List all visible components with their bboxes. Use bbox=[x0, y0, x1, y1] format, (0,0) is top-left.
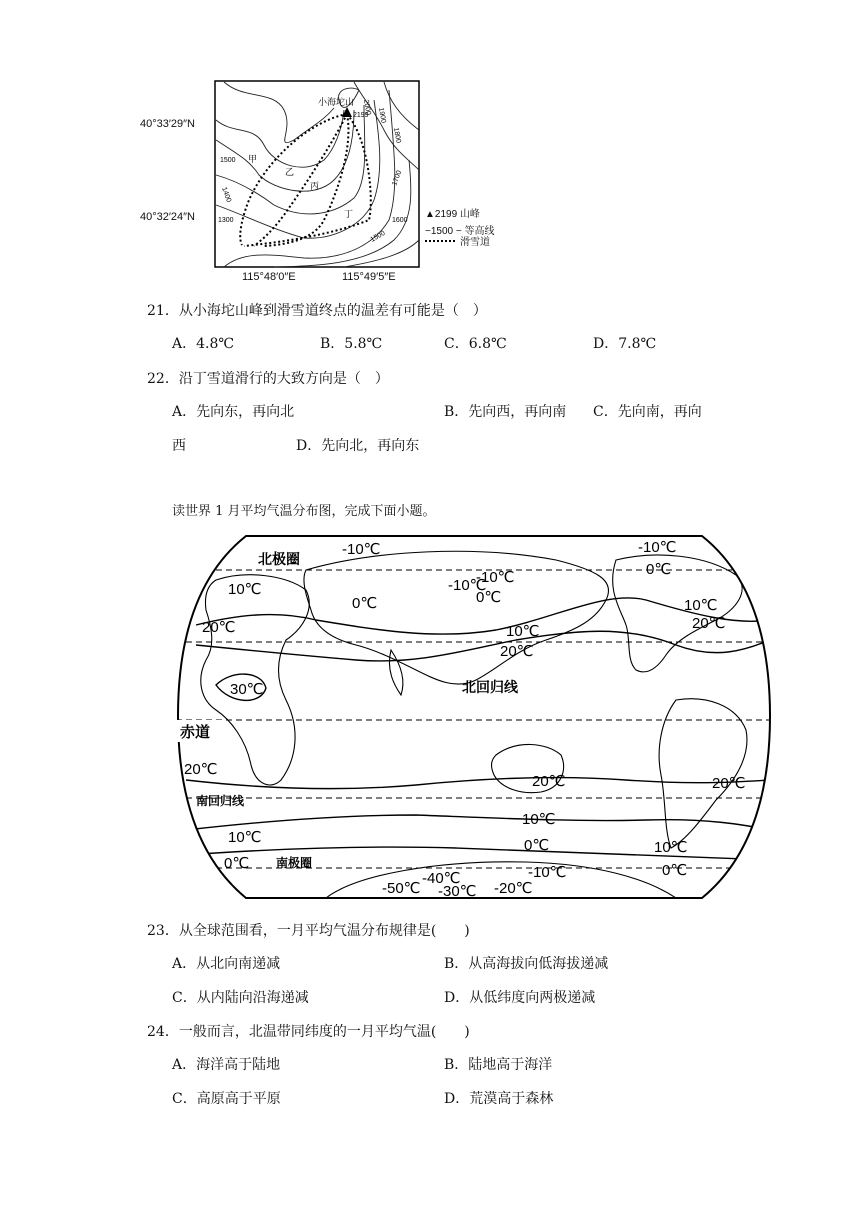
contour-label: 1800 bbox=[392, 127, 402, 144]
isotherm-label: -30℃ bbox=[438, 883, 477, 900]
isotherm-label: 0℃ bbox=[646, 561, 672, 578]
isotherm-label: 10℃ bbox=[228, 829, 262, 846]
isotherm-label: 0℃ bbox=[352, 595, 378, 612]
q22-option-d[interactable]: D．先向北，再向东 bbox=[296, 438, 420, 454]
isotherm-label: 20℃ bbox=[712, 775, 746, 792]
label-equator: 赤道 bbox=[180, 724, 211, 741]
isotherm-label: 20℃ bbox=[184, 761, 218, 778]
q22-option-a[interactable]: A．先向东，再向北 bbox=[172, 404, 295, 420]
isotherm-label: 20℃ bbox=[692, 615, 726, 632]
isotherm-label: -10℃ bbox=[448, 577, 487, 594]
contour-label: 1900 bbox=[377, 107, 387, 124]
label-tropic-capricorn: 南回归线 bbox=[196, 794, 245, 808]
peak-elevation: 2199 bbox=[353, 112, 369, 119]
q23-option-c[interactable]: C．从内陆向沿海递减 bbox=[172, 990, 309, 1006]
label-antarctic-circle: 南极圈 bbox=[276, 856, 313, 870]
longitude-right-label: 115°49′5″E bbox=[342, 271, 396, 283]
isotherm-label: 0℃ bbox=[524, 837, 550, 854]
legend-ski: 滑雪道 bbox=[460, 237, 490, 248]
q22-option-b[interactable]: B．先向西，再向南 bbox=[444, 404, 567, 420]
isotherm-label: -10℃ bbox=[638, 539, 677, 556]
section-intro: 读世界 1 月平均气温分布图，完成下面小题。 bbox=[172, 504, 436, 519]
point-bing: 丙 bbox=[310, 181, 320, 191]
q21-option-b[interactable]: B．5.8℃ bbox=[320, 336, 383, 352]
isotherm-label: 20℃ bbox=[500, 643, 534, 660]
world-temperature-map bbox=[176, 530, 772, 902]
point-yi: 乙 bbox=[285, 167, 295, 177]
q21-option-a[interactable]: A．4.8℃ bbox=[172, 336, 235, 352]
question-22-stem: 22．沿丁雪道滑行的大致方向是（ ） bbox=[147, 371, 389, 387]
longitude-left-label: 115°48′0″E bbox=[242, 271, 296, 283]
legend-contour: −1500 − 等高线 bbox=[425, 226, 495, 237]
q24-option-a[interactable]: A．海洋高于陆地 bbox=[172, 1057, 281, 1073]
isotherm-label: -10℃ bbox=[528, 864, 567, 881]
latitude-top-label: 40°33′29″N bbox=[140, 118, 196, 130]
isotherm-label: 0℃ bbox=[476, 589, 502, 606]
contour-label: 1400 bbox=[220, 186, 233, 204]
q24-option-c[interactable]: C．高原高于平原 bbox=[172, 1091, 281, 1107]
contour-label: 1500 bbox=[369, 229, 387, 244]
legend-ski-swatch bbox=[425, 240, 455, 242]
isotherm-label: -20℃ bbox=[494, 880, 533, 897]
isotherm-label: 10℃ bbox=[684, 597, 718, 614]
legend-peak: ▲2199 山峰 bbox=[425, 209, 480, 220]
peak-name: 小海坨山 bbox=[318, 97, 355, 107]
label-tropic-cancer: 北回归线 bbox=[462, 679, 518, 695]
isotherm-label: 10℃ bbox=[228, 581, 262, 598]
q22-option-c-continued: 西 bbox=[172, 438, 186, 454]
contour-label: 2000 bbox=[362, 99, 372, 116]
contour-label: 1600 bbox=[392, 217, 408, 224]
q24-option-d[interactable]: D．荒漠高于森林 bbox=[444, 1091, 554, 1107]
question-23-stem: 23．从全球范围看，一月平均气温分布规律是( ) bbox=[147, 923, 470, 939]
isotherm-label: -10℃ bbox=[476, 569, 515, 586]
contour-label: 1700 bbox=[391, 169, 404, 187]
q21-option-d[interactable]: D．7.8℃ bbox=[593, 336, 657, 352]
isotherm-label: 10℃ bbox=[654, 839, 688, 856]
label-arctic-circle: 北极圈 bbox=[258, 551, 300, 567]
isotherm-label: -10℃ bbox=[342, 541, 381, 558]
isotherm-label: 20℃ bbox=[532, 773, 566, 790]
latitude-bottom-label: 40°32′24″N bbox=[140, 211, 196, 223]
isotherm-label: 0℃ bbox=[224, 855, 250, 872]
q23-option-b[interactable]: B．从高海拔向低海拔递减 bbox=[444, 956, 609, 972]
contour-map bbox=[214, 80, 420, 268]
question-21-stem: 21．从小海坨山峰到滑雪道终点的温差有可能是（ ） bbox=[147, 303, 487, 319]
isotherm-label: 20℃ bbox=[202, 619, 236, 636]
point-ding: 丁 bbox=[344, 209, 354, 219]
q24-option-b[interactable]: B．陆地高于海洋 bbox=[444, 1057, 553, 1073]
contour-label: 1300 bbox=[218, 217, 234, 224]
isotherm-label: 0℃ bbox=[662, 862, 688, 879]
isotherm-label: 10℃ bbox=[522, 811, 556, 828]
isotherm-label: -40℃ bbox=[422, 870, 461, 887]
isotherm-label: 30℃ bbox=[230, 681, 264, 698]
isotherm-label: 10℃ bbox=[506, 623, 540, 640]
q23-option-d[interactable]: D．从低纬度向两极递减 bbox=[444, 990, 596, 1006]
q22-option-c[interactable]: C．先向南，再向 bbox=[593, 404, 702, 420]
q21-option-c[interactable]: C．6.8℃ bbox=[444, 336, 507, 352]
question-24-stem: 24．一般而言，北温带同纬度的一月平均气温( ) bbox=[147, 1024, 470, 1040]
q23-option-a[interactable]: A．从北向南递减 bbox=[172, 956, 281, 972]
point-jia: 甲 bbox=[248, 154, 258, 164]
contour-label: 1500 bbox=[220, 157, 236, 164]
isotherm-label: -50℃ bbox=[382, 880, 421, 897]
